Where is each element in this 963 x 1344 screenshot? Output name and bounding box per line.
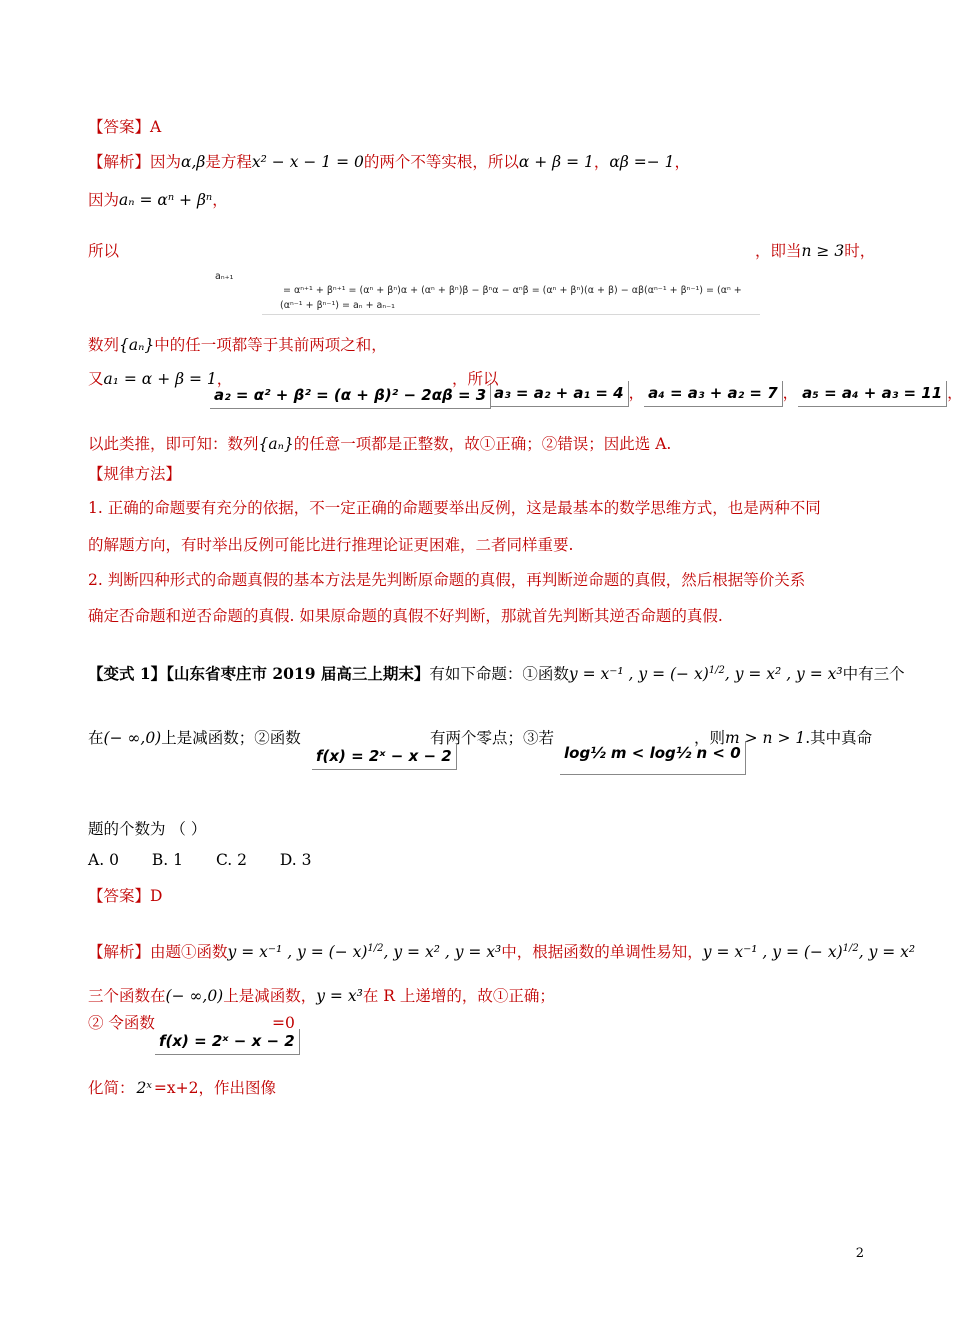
math: α,β <box>181 153 206 171</box>
math: 2ˣ <box>136 1079 152 1097</box>
page-number: 2 <box>855 1246 864 1261</box>
math-exponent: 1/2 <box>367 943 384 954</box>
math-box: a₄ = a₃ + a₂ = 7 <box>644 381 783 407</box>
text: 上是减函数；②函数 <box>161 729 301 747</box>
answer-value: D <box>150 887 163 905</box>
variant-line-2b <box>430 727 554 749</box>
derivation-condition <box>755 240 875 262</box>
text: ② 令函数 <box>88 1014 155 1032</box>
variant-source: 【山东省枣庄市 2019 届高三上期末】 <box>166 664 430 683</box>
text: 由题①函数 <box>150 943 228 961</box>
method-p1b: 的解题方向，有时举出反例可能比进行推理论证更困难，二者同样重要. <box>88 536 574 554</box>
derivation-formula-1: aₙ₊₁ <box>215 271 234 282</box>
text: ， <box>216 370 233 388</box>
text: 三个函数在 <box>88 987 166 1005</box>
math: {aₙ} <box>119 336 155 354</box>
text: 上是减函数， <box>223 987 317 1005</box>
text: 中，根据函数的单调性易知， <box>501 943 703 961</box>
option-d-label: D. <box>279 851 302 869</box>
text: 的两个不等实根，所以 <box>363 153 519 171</box>
text: 中的任一项都等于其前两项之和， <box>154 336 387 354</box>
option-a-value: 0 <box>109 851 119 869</box>
text: 以此类推，即可知：数列 <box>88 435 259 453</box>
math-exponent: 1/2 <box>708 665 725 676</box>
derivation-lead <box>88 240 119 262</box>
method-tag: 【规律方法】 <box>88 465 182 483</box>
math-exponent: 1/2 <box>842 943 859 954</box>
text: 数列 <box>88 336 120 354</box>
analysis-line-1 <box>88 151 690 173</box>
text: ， <box>782 384 799 402</box>
math: αβ =− 1 <box>609 153 675 171</box>
analysis-tag: 【解析】 <box>88 943 151 961</box>
text: 是方程 <box>205 153 252 171</box>
text: 时， <box>844 242 876 260</box>
option-c-value: 2 <box>237 851 247 869</box>
text: ，则 <box>694 729 726 747</box>
math: , y = x² , y = x³ <box>724 665 843 683</box>
text: 因为 <box>150 153 182 171</box>
method-p2a: 2. 判断四种形式的命题真假的基本方法是先判断原命题的真假，再判断逆命题的真假，然后根据等价关系 <box>88 571 806 589</box>
option-d-value: 3 <box>301 851 312 869</box>
method-p2b: 确定否命题和逆否命题的真假. 如果原命题的真假不好判断，那就首先判断其逆否命题的真假. <box>88 607 723 625</box>
math-box: a₃ = a₂ + a₁ = 4 <box>490 381 629 407</box>
math: , y = x² , y = x³ <box>383 943 502 961</box>
text: ，所以 <box>452 370 499 388</box>
math: y = x³ <box>316 987 363 1005</box>
math: y = x⁻¹ , y = (− x) <box>568 665 709 683</box>
analysis2-eq-zero <box>272 1012 295 1034</box>
text: 化简： <box>88 1079 135 1097</box>
math: a₁ = α + β = 1 <box>103 370 217 388</box>
math: {aₙ} <box>258 435 294 453</box>
text: 又 <box>88 370 104 388</box>
math: x² − x − 1 = 0 <box>251 153 364 171</box>
text: ， <box>674 153 691 171</box>
seq-a3-a5 <box>490 381 963 407</box>
text: .其中真命 <box>805 729 873 747</box>
option-a-label: A. <box>88 851 110 869</box>
answer-line-1 <box>88 116 161 138</box>
answer-value: A <box>150 118 162 136</box>
derivation-divider <box>262 314 760 315</box>
method-p1a: 1. 正确的命题要有充分的依据，不一定正确的命题要举出反例，这是最基本的数学思维方式，也是两种不同 <box>88 499 821 517</box>
text: 所以 <box>88 242 120 260</box>
seq-a2 <box>210 383 491 409</box>
answer-line-2 <box>88 885 162 907</box>
math: (− ∞,0) <box>103 729 162 747</box>
conclusion-line <box>88 433 671 455</box>
option-b-label: B. <box>151 851 174 869</box>
text: ， <box>593 153 610 171</box>
math: n ≥ 3 <box>801 242 845 260</box>
text: 在 R 上递增的，故①正确； <box>362 987 555 1005</box>
math-box: a₂ = α² + β² = (α + β)² − 2αβ = 3 <box>210 383 491 409</box>
derivation-formula-2: = αⁿ⁺¹ + βⁿ⁺¹ = (αⁿ + βⁿ)α + (αⁿ + βⁿ)β − βⁿα − αⁿβ = (αⁿ + βⁿ)(α + β) − αβ(αⁿ⁻¹ + βⁿ⁻¹) = (αⁿ + <box>283 285 742 296</box>
analysis-tag: 【解析】 <box>88 153 151 171</box>
text: ， <box>628 384 645 402</box>
text: 因为 <box>88 191 120 209</box>
math: y = x⁻¹ , y = (− x) <box>702 943 843 961</box>
answer-tag: 【答案】 <box>88 118 151 136</box>
answer-tag: 【答案】 <box>88 887 151 905</box>
analysis2-line-2 <box>88 985 555 1007</box>
analysis2-line-4 <box>88 1077 276 1099</box>
variant-tag: 【变式 1】 <box>88 664 167 683</box>
variant-line-2 <box>88 727 301 749</box>
math: m > n > 1 <box>725 729 806 747</box>
text: 的任意一项都是正整数，故①正确；②错误；因此选 A. <box>293 435 672 453</box>
math: aₙ = αⁿ + βⁿ <box>119 191 213 209</box>
text: =x+2，作出图像 <box>153 1079 276 1097</box>
math: α + β = 1 <box>518 153 594 171</box>
math: , y = x² <box>858 943 916 961</box>
variant-options <box>88 849 312 871</box>
text: ，即当 <box>755 242 802 260</box>
math-box: a₅ = a₄ + a₃ = 11 <box>798 381 947 407</box>
option-c-label: C. <box>215 851 238 869</box>
text: ， <box>947 384 963 402</box>
analysis-line-2 <box>88 189 228 211</box>
math: (− ∞,0) <box>165 987 224 1005</box>
analysis2-line-3 <box>88 1012 155 1034</box>
math: y = x⁻¹ , y = (− x) <box>227 943 368 961</box>
text: 中有三个 <box>842 665 905 683</box>
derivation-formula-3: (αⁿ⁻¹ + βⁿ⁻¹) = aₙ + aₙ₋₁ <box>280 300 395 311</box>
text: 有如下命题：①函数 <box>429 665 569 683</box>
math-box: f(x) = 2ˣ − x − 2 <box>312 744 457 770</box>
text: =0 <box>272 1014 295 1032</box>
text: 在 <box>88 729 104 747</box>
variant-question: 题的个数为 （ ） <box>88 820 207 838</box>
text: 有两个零点；③若 <box>430 729 555 747</box>
text: ， <box>212 191 228 209</box>
math-box: f(x) = 2ˣ − x − 2 <box>155 1029 300 1055</box>
analysis2-line-1 <box>88 938 915 963</box>
option-b-value: 1 <box>173 851 183 869</box>
math-box: log½ m < log½ n < 0 <box>560 741 746 775</box>
variant-line-2c <box>694 727 872 749</box>
seq-line-1 <box>88 334 387 356</box>
variant-line-1 <box>88 660 905 685</box>
